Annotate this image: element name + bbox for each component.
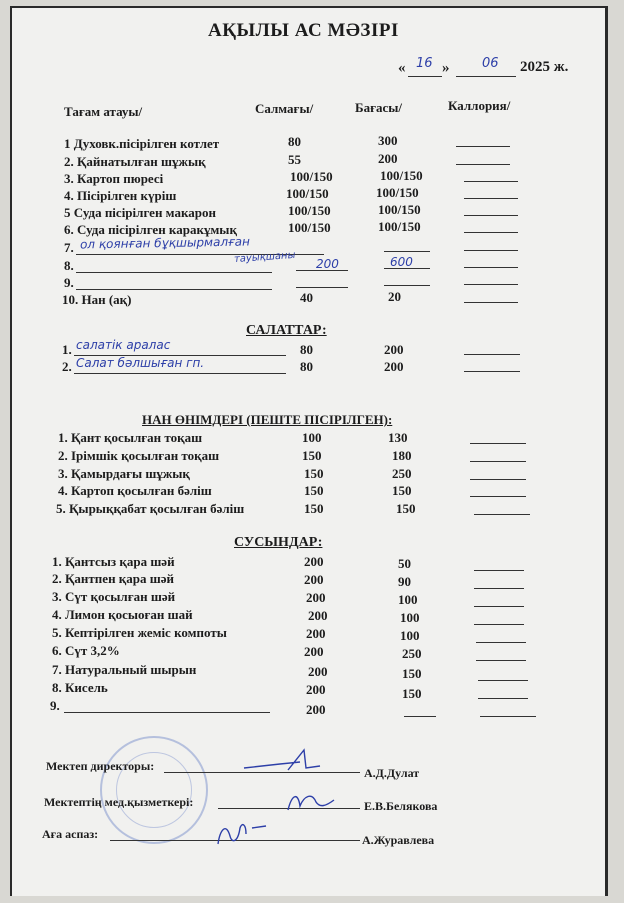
medic-signature xyxy=(282,786,342,814)
dish-5-price: 100/150 xyxy=(378,202,421,217)
dish-2-price: 200 xyxy=(378,151,398,166)
bakery-5-price: 150 xyxy=(396,501,416,516)
drink-1-weight: 200 xyxy=(304,554,324,569)
dish-8-weight-line xyxy=(296,270,348,271)
drink-9-number: 9. xyxy=(50,698,60,713)
col-header-calorie: Каллория/ xyxy=(448,98,511,113)
dish-10-weight: 40 xyxy=(300,290,313,305)
drink-8-price: 150 xyxy=(402,686,422,701)
bakery-1-weight: 100 xyxy=(302,430,322,445)
dish-6-price: 100/150 xyxy=(378,219,421,234)
drink-5-label: 5. Кептірілген жеміс компоты xyxy=(52,625,227,640)
dish-4-price: 100/150 xyxy=(376,185,419,200)
drink-1-label: 1. Қантсыз қара шәй xyxy=(52,554,175,569)
drink-2-label: 2. Қантпен қара шәй xyxy=(52,571,175,586)
dish-7-price-line xyxy=(384,251,430,252)
drink-3-weight: 200 xyxy=(306,590,326,605)
drink-3-label: 3. Сүт қосылған шәй xyxy=(52,589,176,604)
salad-2-weight: 80 xyxy=(300,359,313,374)
dish-9-weight-line xyxy=(296,287,348,288)
dish-8-name-line xyxy=(76,272,272,273)
dish-8-calorie-line xyxy=(464,267,518,268)
signature-medic-role: Мектептің мед.қызметкері: xyxy=(44,795,194,809)
dish-3-weight: 100/150 xyxy=(290,169,333,184)
dish-9-number: 9. xyxy=(64,275,74,290)
drink-9-price-line xyxy=(404,716,436,717)
salad-2-calorie-line xyxy=(464,371,520,372)
drink-3-calorie-line xyxy=(474,606,524,607)
drink-6-weight: 200 xyxy=(304,644,324,659)
drink-7-price: 150 xyxy=(402,666,422,681)
bakery-3-label: 3. Қамырдағы шұжық xyxy=(58,466,190,481)
dish-3-label: 3. Картоп пюресі xyxy=(64,171,164,186)
page-title: АҚЫЛЫ АС МӘЗІРІ xyxy=(208,20,399,41)
bakery-title: НАН ӨНІМДЕРІ (ПЕШТЕ ПІСІРІЛГЕН): xyxy=(142,412,393,427)
dish-5-weight: 100/150 xyxy=(288,203,331,218)
drink-7-calorie-line xyxy=(478,680,528,681)
drink-6-calorie-line xyxy=(476,660,526,661)
drink-8-calorie-line xyxy=(478,698,528,699)
dish-6-weight: 100/150 xyxy=(288,220,331,235)
dish-7-calorie-line xyxy=(464,250,518,251)
bakery-3-calorie-line xyxy=(470,479,526,480)
drink-3-price: 100 xyxy=(398,592,418,607)
drink-5-weight: 200 xyxy=(306,626,326,641)
menu-sheet xyxy=(10,6,608,896)
col-header-price: Бағасы/ xyxy=(355,100,403,115)
drink-7-weight: 200 xyxy=(308,664,328,679)
dish-8-price-line xyxy=(384,268,430,269)
drink-2-price: 90 xyxy=(398,574,411,589)
salad-2-name-line xyxy=(74,373,286,374)
salad-2-number: 2. xyxy=(62,359,72,374)
salad-1-number: 1. xyxy=(62,342,72,357)
dish-7-number: 7. xyxy=(64,240,74,255)
bakery-4-label: 4. Картоп қосылған бәліш xyxy=(58,483,212,498)
drink-7-label: 7. Натуральный шырын xyxy=(52,662,197,677)
date-day-line xyxy=(408,76,442,77)
dish-2-label: 2. Қайнатылған шұжық xyxy=(64,154,206,169)
date-open-quote: « xyxy=(398,60,406,76)
dish-4-weight: 100/150 xyxy=(286,186,329,201)
dish-8-handwritten: тауықшаны xyxy=(233,249,296,266)
drink-4-label: 4. Лимон қосыоған шай xyxy=(52,607,193,622)
drink-6-label: 6. Сүт 3,2% xyxy=(52,643,120,658)
dish-4-label: 4. Пісірілген күріш xyxy=(64,188,177,203)
drink-8-label: 8. Кисель xyxy=(52,680,108,695)
dish-2-calorie-line xyxy=(456,164,510,165)
drink-5-calorie-line xyxy=(476,642,526,643)
dish-6-calorie-line xyxy=(464,232,518,233)
drink-4-weight: 200 xyxy=(308,608,328,623)
salad-2-price: 200 xyxy=(384,359,404,374)
col-header-weight: Салмағы/ xyxy=(255,101,314,116)
salad-1-calorie-line xyxy=(464,354,520,355)
drink-1-price: 50 xyxy=(398,556,411,571)
salad-1-handwritten: салатік аралас xyxy=(76,338,171,352)
signature-director-name: А.Д.Дулат xyxy=(364,766,420,780)
bakery-3-price: 250 xyxy=(392,466,412,481)
signature-director-role: Мектеп директоры: xyxy=(46,759,155,773)
drink-9-weight: 200 xyxy=(306,702,326,717)
bakery-1-calorie-line xyxy=(470,443,526,444)
dish-9-name-line xyxy=(76,289,272,290)
bakery-3-weight: 150 xyxy=(304,466,324,481)
dish-9-calorie-line xyxy=(464,284,518,285)
date-month-line xyxy=(456,76,516,77)
drink-4-price: 100 xyxy=(400,610,420,625)
bakery-1-label: 1. Қант қосылған тоқаш xyxy=(58,430,203,445)
drinks-title: СУСЫНДАР: xyxy=(234,535,323,550)
date-year: 2025 ж. xyxy=(520,59,569,75)
dish-8-price: 600 xyxy=(390,255,413,269)
director-signature xyxy=(240,744,330,774)
bakery-2-price: 180 xyxy=(392,448,412,463)
dish-4-calorie-line xyxy=(464,198,518,199)
bakery-2-label: 2. Ірімшік қосылған тоқаш xyxy=(58,448,220,463)
salad-2-handwritten: Салат бәлшыған гп. xyxy=(76,356,205,370)
dish-10-price: 20 xyxy=(388,289,401,304)
dish-1-calorie-line xyxy=(456,146,510,147)
col-header-name: Тағам атауы/ xyxy=(64,104,143,119)
bakery-4-price: 150 xyxy=(392,483,412,498)
signature-chef-role: Аға аспаз: xyxy=(42,827,99,841)
bakery-5-weight: 150 xyxy=(304,501,324,516)
dish-1-label: 1 Духовк.пісірілген котлет xyxy=(64,136,220,151)
date-close-quote: » xyxy=(442,60,450,76)
dish-3-price: 100/150 xyxy=(380,168,423,183)
drink-2-calorie-line xyxy=(474,588,524,589)
drink-5-price: 100 xyxy=(400,628,420,643)
dish-6-label: 6. Суда пісірілген каракұмық xyxy=(64,222,237,237)
dish-3-calorie-line xyxy=(464,181,518,182)
date-day: 16 xyxy=(416,56,433,71)
chef-signature xyxy=(212,814,272,850)
bakery-5-calorie-line xyxy=(474,514,530,515)
drink-1-calorie-line xyxy=(474,570,524,571)
signature-chef-name: А.Журавлева xyxy=(362,833,435,847)
drink-9-name-line xyxy=(64,712,270,713)
drink-9-calorie-line xyxy=(480,716,536,717)
bakery-2-weight: 150 xyxy=(302,448,322,463)
signature-medic-name: Е.В.Белякова xyxy=(364,799,438,813)
bakery-1-price: 130 xyxy=(388,430,408,445)
drink-2-weight: 200 xyxy=(304,572,324,587)
bakery-5-label: 5. Қырыққабат қосылған бәліш xyxy=(56,501,245,516)
dish-8-number: 8. xyxy=(64,258,74,273)
dish-5-label: 5 Суда пісірілген макарон xyxy=(64,205,216,220)
dish-9-price-line xyxy=(384,285,430,286)
drink-8-weight: 200 xyxy=(306,682,326,697)
dish-8-weight: 200 xyxy=(316,257,339,271)
salads-title: САЛАТТАР: xyxy=(246,323,327,338)
official-stamp xyxy=(100,736,208,844)
bakery-4-calorie-line xyxy=(470,496,526,497)
drink-4-calorie-line xyxy=(474,624,524,625)
dish-5-calorie-line xyxy=(464,215,518,216)
dish-10-label: 10. Нан (ақ) xyxy=(62,292,132,307)
salad-1-price: 200 xyxy=(384,342,404,357)
drink-6-price: 250 xyxy=(402,646,422,661)
bakery-4-weight: 150 xyxy=(304,483,324,498)
dish-7-handwritten: ол қоянған бұқшырмалған xyxy=(79,234,251,252)
dish-1-weight: 80 xyxy=(288,134,301,149)
salad-1-weight: 80 xyxy=(300,342,313,357)
dish-1-price: 300 xyxy=(378,133,398,148)
dish-2-weight: 55 xyxy=(288,152,301,167)
bakery-2-calorie-line xyxy=(470,461,526,462)
date-month: 06 xyxy=(482,56,499,71)
dish-10-calorie-line xyxy=(464,302,518,303)
